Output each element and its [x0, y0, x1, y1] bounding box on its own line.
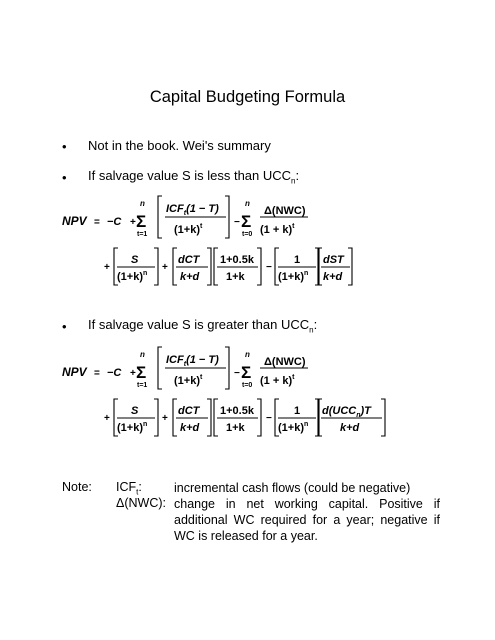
sum-upper: n [245, 350, 250, 359]
k-plus-d: k+d [180, 271, 200, 283]
bullet-text-greater-than [88, 317, 317, 335]
half-k-denominator: 1+k [226, 422, 245, 434]
dct: dCT [178, 405, 200, 417]
note-term-nwc: Δ(NWC): [116, 496, 166, 510]
npv-symbol: NPV [62, 214, 87, 228]
note-term-text: ICF [116, 480, 137, 494]
minus-sign: − [266, 262, 272, 273]
s-denominator: $(1+k)^n$ [117, 421, 148, 434]
sum-upper: n [245, 199, 250, 208]
half-k-numerator: 1+0.5k [220, 254, 254, 266]
plus-sign: + [130, 368, 136, 379]
s-denominator: $(1+k)^n$ [117, 270, 148, 283]
note-term-text: : [138, 480, 142, 494]
k-denominator: $(1+k)^n$ [278, 270, 309, 283]
term1-numerator: $ICF_t(1 - T)$ [166, 203, 219, 217]
term2-numerator: Δ(NWC) [264, 356, 306, 368]
neg-c: −C [107, 216, 122, 228]
half-k-numerator: 1+0.5k [220, 405, 254, 417]
equals-sign: = [94, 217, 100, 228]
sum-upper: n [140, 199, 145, 208]
note-label: Note: [62, 480, 92, 494]
one: 1 [294, 254, 301, 266]
plus-sign: + [130, 217, 136, 228]
npv-symbol: NPV [62, 365, 87, 379]
k-denominator: $(1+k)^n$ [278, 421, 309, 434]
dct: dCT [178, 254, 200, 266]
term2-denominator: $(1 + k)^t$ [260, 374, 295, 387]
salvage-s: S [131, 405, 139, 417]
bullet-text-part: If salvage value S is greater than UCC [88, 317, 310, 332]
sigma-symbol: Σ [136, 363, 147, 382]
dst: dST [323, 254, 344, 266]
bullet-dot: • [62, 170, 67, 185]
bullet-text-sub: n [291, 176, 296, 186]
bullet-dot: • [62, 319, 67, 334]
minus-sign: − [266, 413, 272, 424]
bullet-text-part: : [295, 168, 300, 183]
k-plus-d: k+d [323, 271, 343, 283]
sigma-symbol: Σ [241, 363, 252, 382]
minus-sign: − [234, 368, 240, 379]
salvage-s: S [131, 254, 139, 266]
plus-sign: + [104, 413, 110, 424]
sigma-symbol: Σ [136, 212, 147, 231]
page-title: Capital Budgeting Formula [149, 88, 346, 106]
npv-formula-less-than [0, 192, 495, 302]
bracket-left [158, 196, 162, 238]
one: 1 [294, 405, 301, 417]
bracket-left [158, 347, 162, 389]
sum-upper: n [140, 350, 145, 359]
k-plus-d: k+d [340, 422, 360, 434]
bullet-dot: • [62, 139, 67, 154]
bullet-text-summary: Not in the book. Wei's summary [88, 138, 271, 153]
sum-lower: t=1 [137, 382, 148, 389]
note-term-icf [116, 480, 142, 497]
sigma-symbol: Σ [241, 212, 252, 231]
npv-formula-greater-than [0, 343, 495, 453]
plus-sign: + [162, 413, 168, 424]
sum-lower: t=0 [242, 231, 253, 238]
plus-sign: + [104, 262, 110, 273]
bullet-text-less-than [88, 168, 299, 186]
term1-numerator: $ICF_t(1 - T)$ [166, 354, 219, 368]
sum-lower: t=1 [137, 231, 148, 238]
half-k-denominator: 1+k [226, 271, 245, 283]
note-definition-nwc: change in net working capital. Positive if additional WC required for a year; negative if WC is released for a year. [174, 497, 440, 543]
term2-numerator: Δ(NWC) [264, 205, 306, 217]
term1-denominator: $(1+k)^t$ [174, 223, 203, 236]
note-definition-icf: incremental cash flows (could be negative) [174, 481, 411, 495]
equals-sign: = [94, 368, 100, 379]
minus-sign: − [234, 217, 240, 228]
k-plus-d: k+d [180, 422, 200, 434]
sum-lower: t=0 [242, 382, 253, 389]
note-term-sub: t [136, 487, 139, 497]
term1-denominator: $(1+k)^t$ [174, 374, 203, 387]
ducc-numerator: $d(UCC_n)T$ [322, 405, 371, 419]
bullet-text-part: : [313, 317, 318, 332]
plus-sign: + [162, 262, 168, 273]
neg-c: −C [107, 367, 122, 379]
bullet-text-part: If salvage value S is less than UCC [88, 168, 292, 183]
term2-denominator: $(1 + k)^t$ [260, 223, 295, 236]
bullet-text-sub: n [309, 325, 314, 335]
